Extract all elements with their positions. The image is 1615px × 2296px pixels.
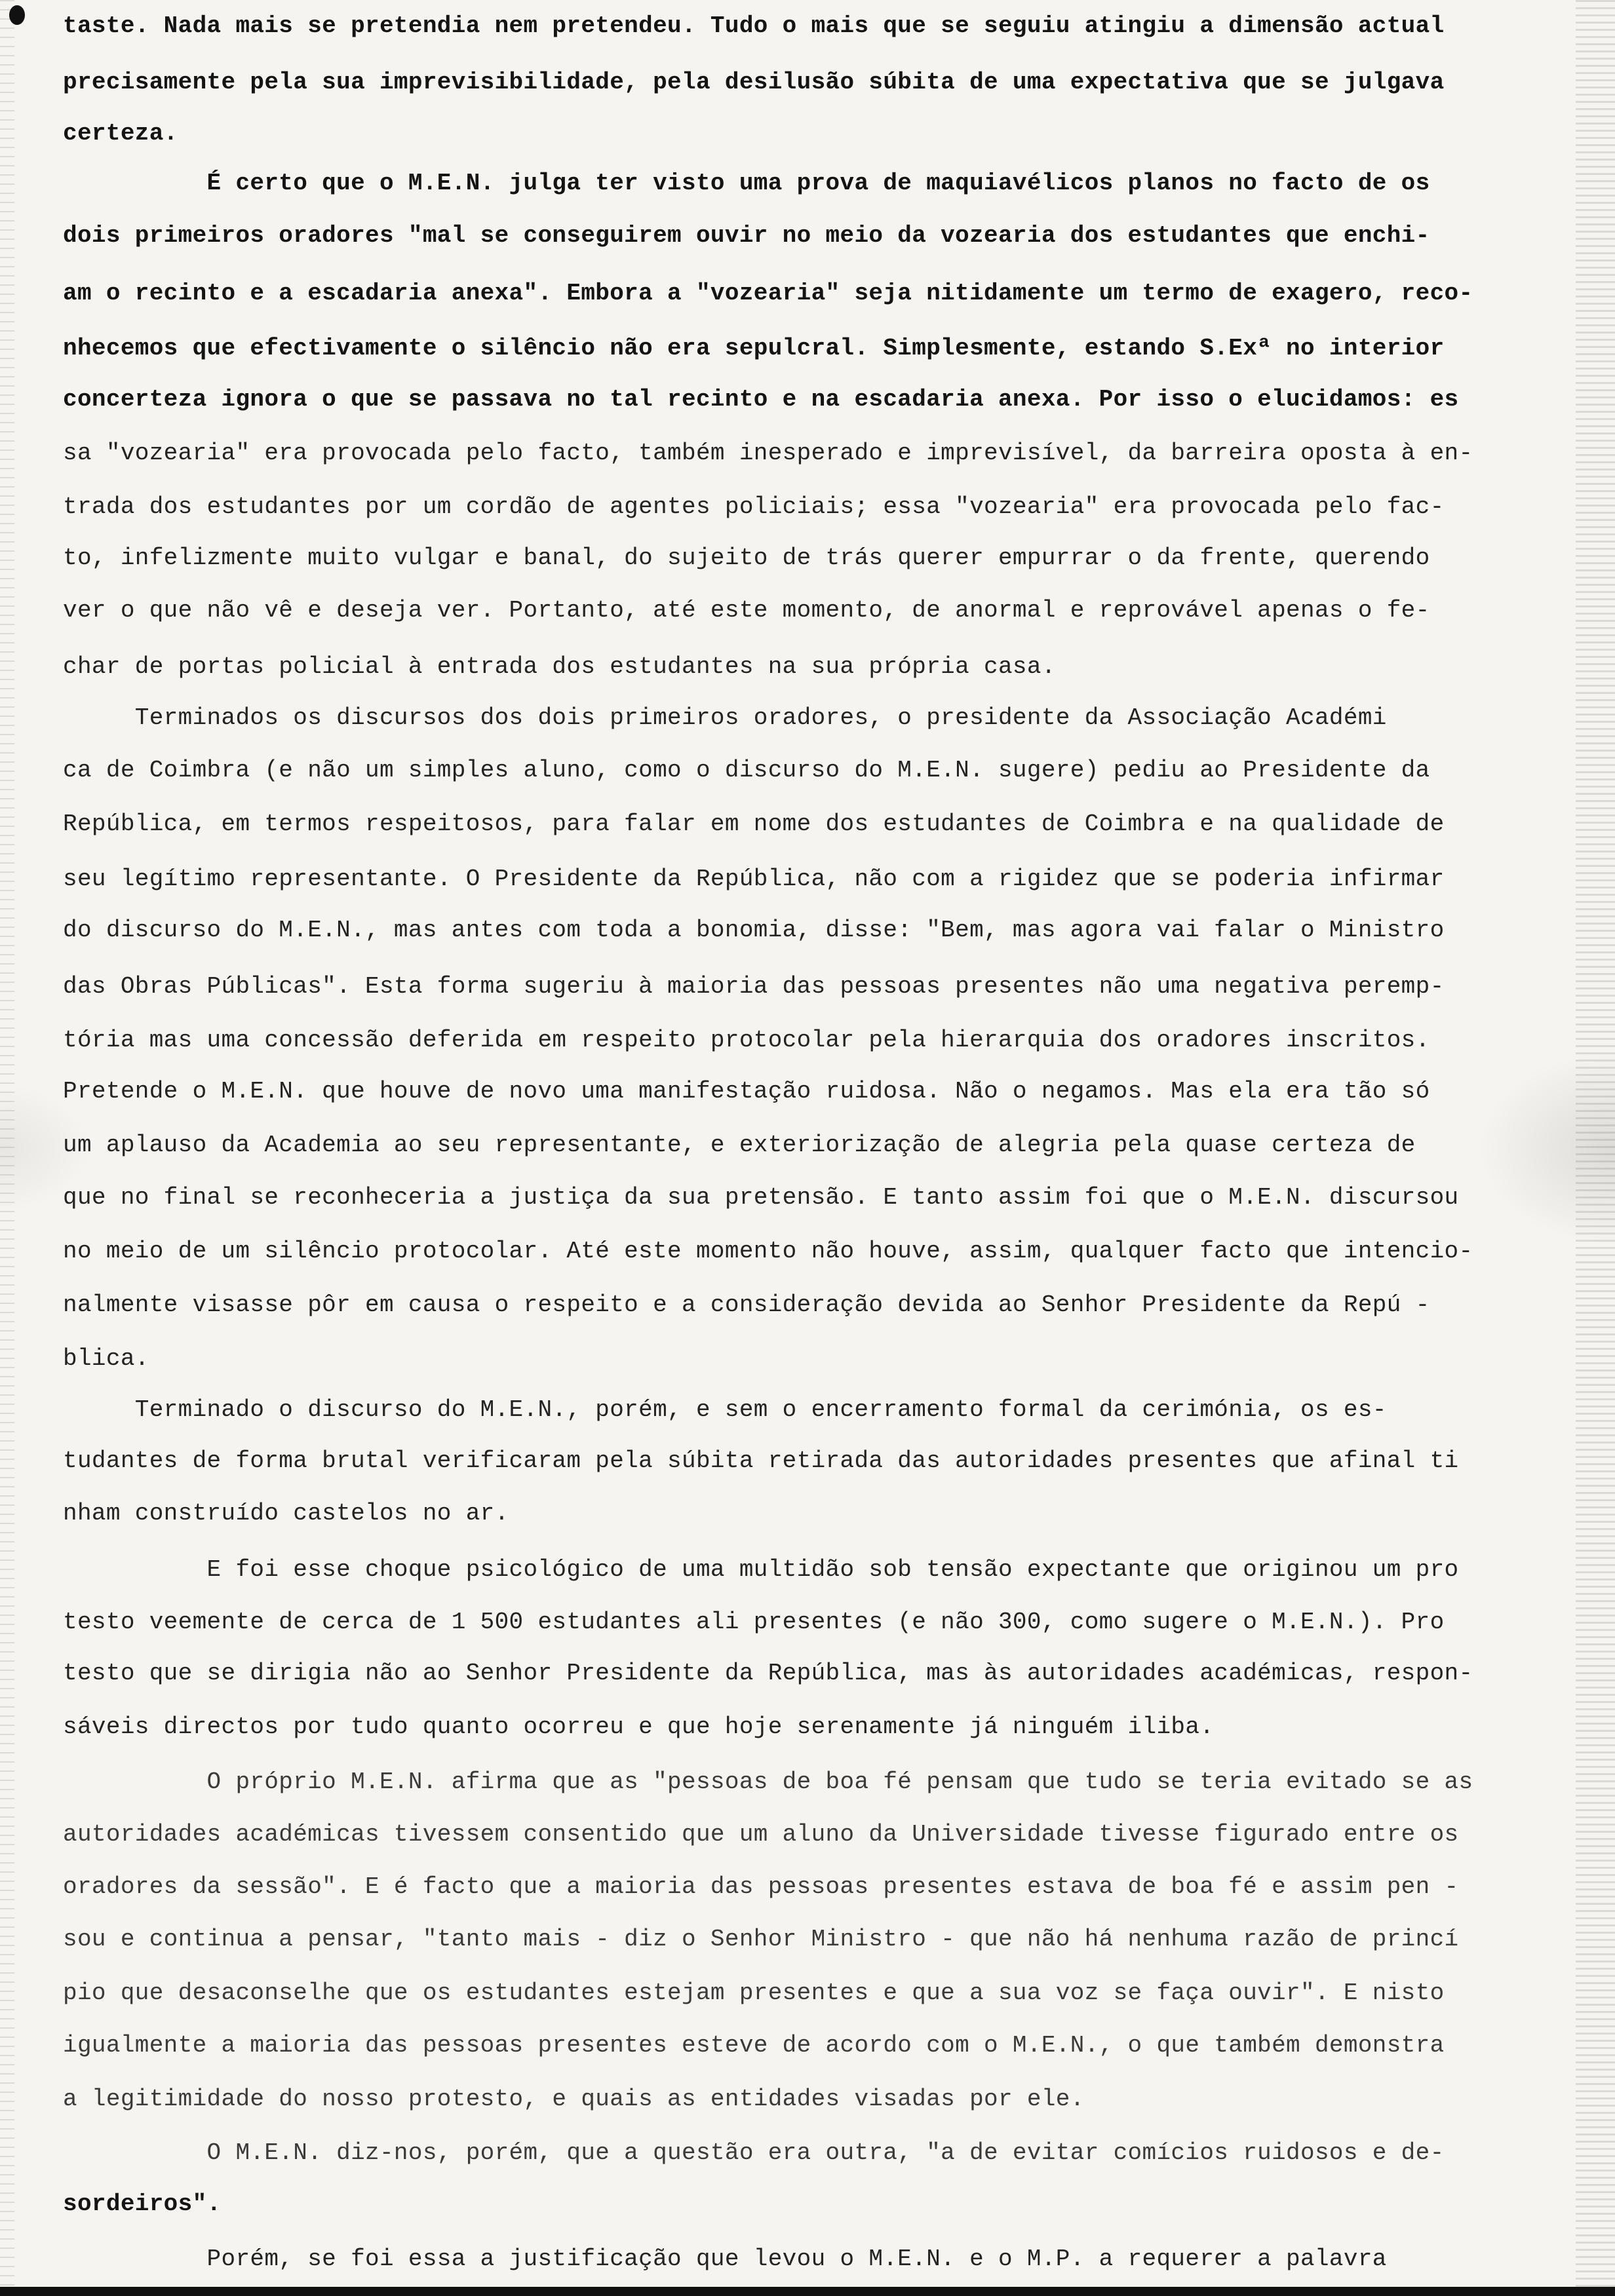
text-line: E foi esse choque psicológico de uma multidão sob tensão expectante que originou um pro xyxy=(63,1556,1459,1583)
text-line: sou e continua a pensar, "tanto mais - diz o Senhor Ministro - que não há nenhuma razão de princí xyxy=(63,1926,1459,1953)
text-line: Terminados os discursos dos dois primeiros oradores, o presidente da Associação Académi xyxy=(63,704,1387,731)
text-line: concerteza ignora o que se passava no tal recinto e na escadaria anexa. Por isso o elucidamos: es xyxy=(63,386,1459,413)
text-line: nalmente visasse pôr em causa o respeito e a consideração devida ao Senhor Presidente da Repú - xyxy=(63,1292,1430,1318)
text-line: É certo que o M.E.N. julga ter visto uma prova de maquiavélicos planos no facto de os xyxy=(63,170,1430,197)
text-line: do discurso do M.E.N., mas antes com toda a bonomia, disse: "Bem, mas agora vai falar o Ministro xyxy=(63,917,1445,944)
text-line: igualmente a maioria das pessoas presentes esteve de acordo com o M.E.N., o que também demonstra xyxy=(63,2032,1445,2059)
text-line: char de portas policial à entrada dos estudantes na sua própria casa. xyxy=(63,653,1056,680)
text-line: O M.E.N. diz-nos, porém, que a questão era outra, "a de evitar comícios ruidosos e de- xyxy=(63,2139,1445,2166)
text-line: blica. xyxy=(63,1345,149,1372)
text-line: O próprio M.E.N. afirma que as "pessoas de boa fé pensam que tudo se teria evitado se as xyxy=(63,1769,1473,1795)
text-line: sordeiros". xyxy=(63,2191,222,2217)
text-line: tória mas uma concessão deferida em respeito protocolar pela hierarquia dos oradores inscritos. xyxy=(63,1027,1430,1054)
scan-right-edge xyxy=(1576,0,1615,2296)
scan-left-edge xyxy=(0,0,14,2296)
text-line: das Obras Públicas". Esta forma sugeriu à maioria das pessoas presentes não uma negativa peremp- xyxy=(63,973,1445,1000)
text-line: precisamente pela sua imprevisibilidade, pela desilusão súbita de uma expectativa que se julgava xyxy=(63,69,1445,96)
text-line: am o recinto e a escadaria anexa". Embora a "vozearia" seja nitidamente um termo de exagero, reco- xyxy=(63,280,1473,307)
text-line: a legitimidade do nosso protesto, e quais as entidades visadas por ele. xyxy=(63,2086,1085,2113)
text-line: Terminado o discurso do M.E.N., porém, e sem o encerramento formal da cerimónia, os es- xyxy=(63,1396,1387,1423)
text-line: República, em termos respeitosos, para falar em nome dos estudantes de Coimbra e na qualidade de xyxy=(63,811,1445,837)
text-line: taste. Nada mais se pretendia nem pretendeu. Tudo o mais que se seguiu atingiu a dimensão actual xyxy=(63,12,1445,39)
text-line: to, infelizmente muito vulgar e banal, do sujeito de trás querer empurrar o da frente, querendo xyxy=(63,545,1430,571)
text-line: nham construído castelos no ar. xyxy=(63,1500,509,1527)
text-line: trada dos estudantes por um cordão de agentes policiais; essa "vozearia" era provocada pelo fac- xyxy=(63,493,1445,520)
text-line: Porém, se foi essa a justificação que levou o M.E.N. e o M.P. a requerer a palavra xyxy=(63,2246,1387,2272)
text-line: um aplauso da Academia ao seu representante, e exteriorização de alegria pela quase certeza de xyxy=(63,1132,1416,1158)
text-line: nhecemos que efectivamente o silêncio não era sepulcral. Simplesmente, estando S.Exª no interior xyxy=(63,335,1445,362)
text-line: sáveis directos por tudo quanto ocorreu e que hoje serenamente já ninguém iliba. xyxy=(63,1713,1215,1740)
text-line: pio que desaconselhe que os estudantes estejam presentes e que a sua voz se faça ouvir". E nisto xyxy=(63,1980,1445,2006)
text-line: testo que se dirigia não ao Senhor Presidente da República, mas às autoridades académicas, respon- xyxy=(63,1660,1473,1687)
text-line: sa "vozearia" era provocada pelo facto, também inesperado e imprevisível, da barreira oposta à en- xyxy=(63,440,1473,467)
text-line: certeza. xyxy=(63,120,178,147)
text-line: que no final se reconheceria a justiça da sua pretensão. E tanto assim foi que o M.E.N. discursou xyxy=(63,1184,1459,1211)
text-line: tudantes de forma brutal verificaram pela súbita retirada das autoridades presentes que afinal ti xyxy=(63,1447,1459,1474)
text-line: testo veemente de cerca de 1 500 estudantes ali presentes (e não 300, como sugere o M.E.N.). Pro xyxy=(63,1609,1445,1636)
punch-hole-mark xyxy=(9,5,25,25)
text-line: oradores da sessão". E é facto que a maioria das pessoas presentes estava de boa fé e assim pen - xyxy=(63,1873,1459,1900)
text-line: seu legítimo representante. O Presidente da República, não com a rigidez que se poderia infirmar xyxy=(63,866,1445,892)
scan-bottom-edge xyxy=(0,2287,1615,2296)
text-line: ca de Coimbra (e não um simples aluno, como o discurso do M.E.N. sugere) pediu ao Presidente da xyxy=(63,757,1430,784)
text-line: ver o que não vê e deseja ver. Portanto, até este momento, de anormal e reprovável apenas o fe- xyxy=(63,597,1430,624)
text-line: Pretende o M.E.N. que houve de novo uma manifestação ruidosa. Não o negamos. Mas ela era tão só xyxy=(63,1078,1430,1105)
text-line: dois primeiros oradores "mal se conseguirem ouvir no meio da vozearia dos estudantes que enchi- xyxy=(63,222,1430,249)
text-line: autoridades académicas tivessem consentido que um aluno da Universidade tivesse figurado entre os xyxy=(63,1821,1459,1848)
text-line: no meio de um silêncio protocolar. Até este momento não houve, assim, qualquer facto que intencio- xyxy=(63,1238,1473,1265)
